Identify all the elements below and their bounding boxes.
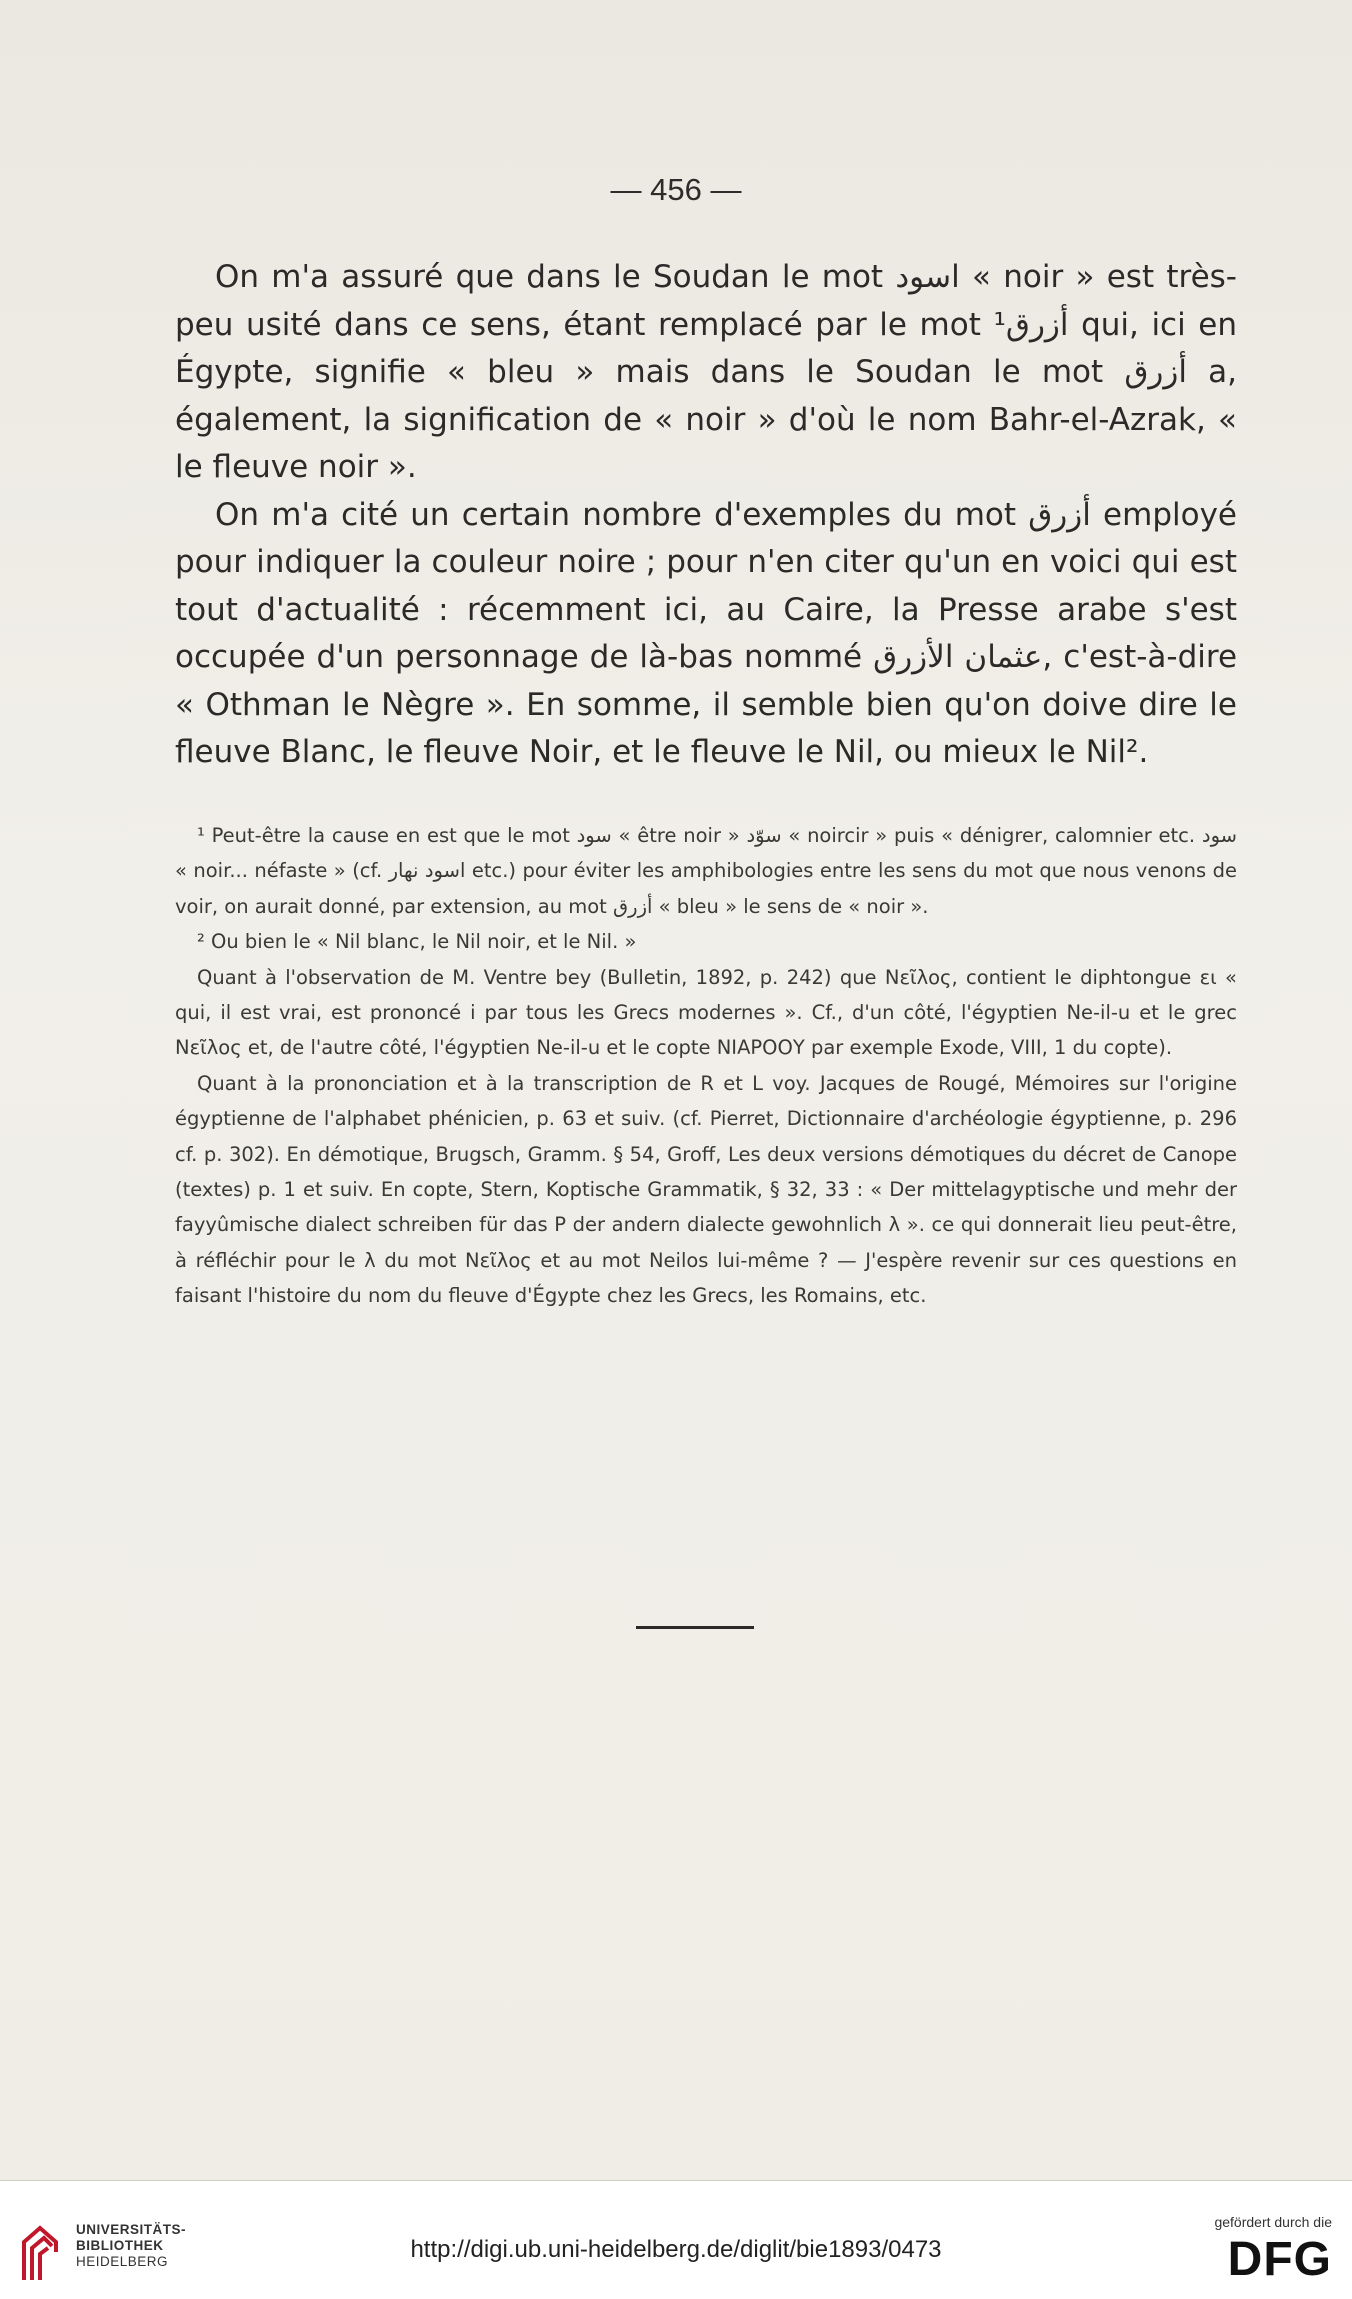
funding-notice [1182,2214,1332,2290]
footnote-2-references: Quant à la prononciation et à la transcription de R et L voy. Jacques de Rougé, Mémoires sur l'origine égyptienne de l'alphabet phénicien, p. 63 et suiv. (cf. Pierret, Dictionnaire d'archéologie égyptienne, p. 296 cf. p. 302). En démotique, Brugsch, Gramm. § 54, Groff, Les deux versions démotiques du décret de Canope (textes) p. 1 et suiv. En copte, Stern, Koptische Grammatik, § 32, 33 : « Der mittelagyptische und mehr der fayyûmische dialect schreiben für das P der andern dialecte gewohnlich λ ». ce qui donnerait lieu peut-être, à réfléchir pour le λ du mot Νεῖλος et au mot Neilos lui-même ? — J'espère revenir sur ces questions en faisant l'histoire du nom du fleuve d'Égypte chez les Grecs, les Romains, etc. [175,1071,1237,1308]
library-line-1: UNIVERSITÄTS- [76,2222,187,2237]
footnotes [175,818,1237,1314]
main-text [175,254,1237,777]
funding-caption: gefördert durch die [1214,2214,1332,2230]
permalink-url[interactable]: http://digi.ub.uni-heidelberg.de/diglit/bie1893/0473 [410,2236,942,2263]
footnote-2: ² Ou bien le « Nil blanc, le Nil noir, et le Nil. » [197,930,637,954]
page-number: — 456 — [610,172,742,207]
library-line-3: HEIDELBERG [76,2254,169,2269]
footnote-2-continued: Quant à l'observation de M. Ventre bey (Bulletin, 1892, p. 242) que Νεῖλος, contient le diphtongue ει « qui, il est vrai, est prononcé i par tous les Grecs modernes ». Cf., d'un côté, l'égyptien Ne-il-u et le grec Νεῖλος et, de l'autre côté, l'égyptien Ne-il-u et le copte ΝΙΑΡΟΟΥ par exemple Exode, VIII, 1 du copte). [175,965,1237,1060]
library-line-2: BIBLIOTHEK [76,2238,164,2253]
footnote-1: ¹ Peut-être la cause en est que le mot سود « être noir » سوّد « noircir » puis « dénigrer, calomnier etc. سود « noir... néfaste » (cf. اسود نهار etc.) pour éviter les amphibologies entre les sens du mot que nous venons de voir, on aurait donné, par extension, au mot أزرق « bleu » le sens de « noir ». [175,824,1237,918]
end-rule [636,1626,754,1629]
paragraph-1: On m'a assuré que dans le Soudan le mot اسود « noir » est très-peu usité dans ce sens, étant remplacé par le mot أزرق¹ qui, ici en Égypte, signifie « bleu » mais dans le Soudan le mot أزرق a, également, la signification de « noir » d'où le nom Bahr-el-Azrak, « le fleuve noir ». [175,259,1238,485]
dfg-logo: DFG [1227,2233,1332,2286]
paragraph-2: On m'a cité un certain nombre d'exemples du mot أزرق employé pour indiquer la couleur noire ; pour n'en citer qu'un en voici qui est tout d'actualité : récemment ici, au Caire, la Presse arabe s'est occupée d'un personnage de là-bas nommé عثمان الأزرق, c'est-à-dire « Othman le Nègre ». En somme, il semble bien qu'on doive dire le fleuve Blanc, le fleuve Noir, et le fleuve le Nil, ou mieux le Nil². [175,496,1238,770]
